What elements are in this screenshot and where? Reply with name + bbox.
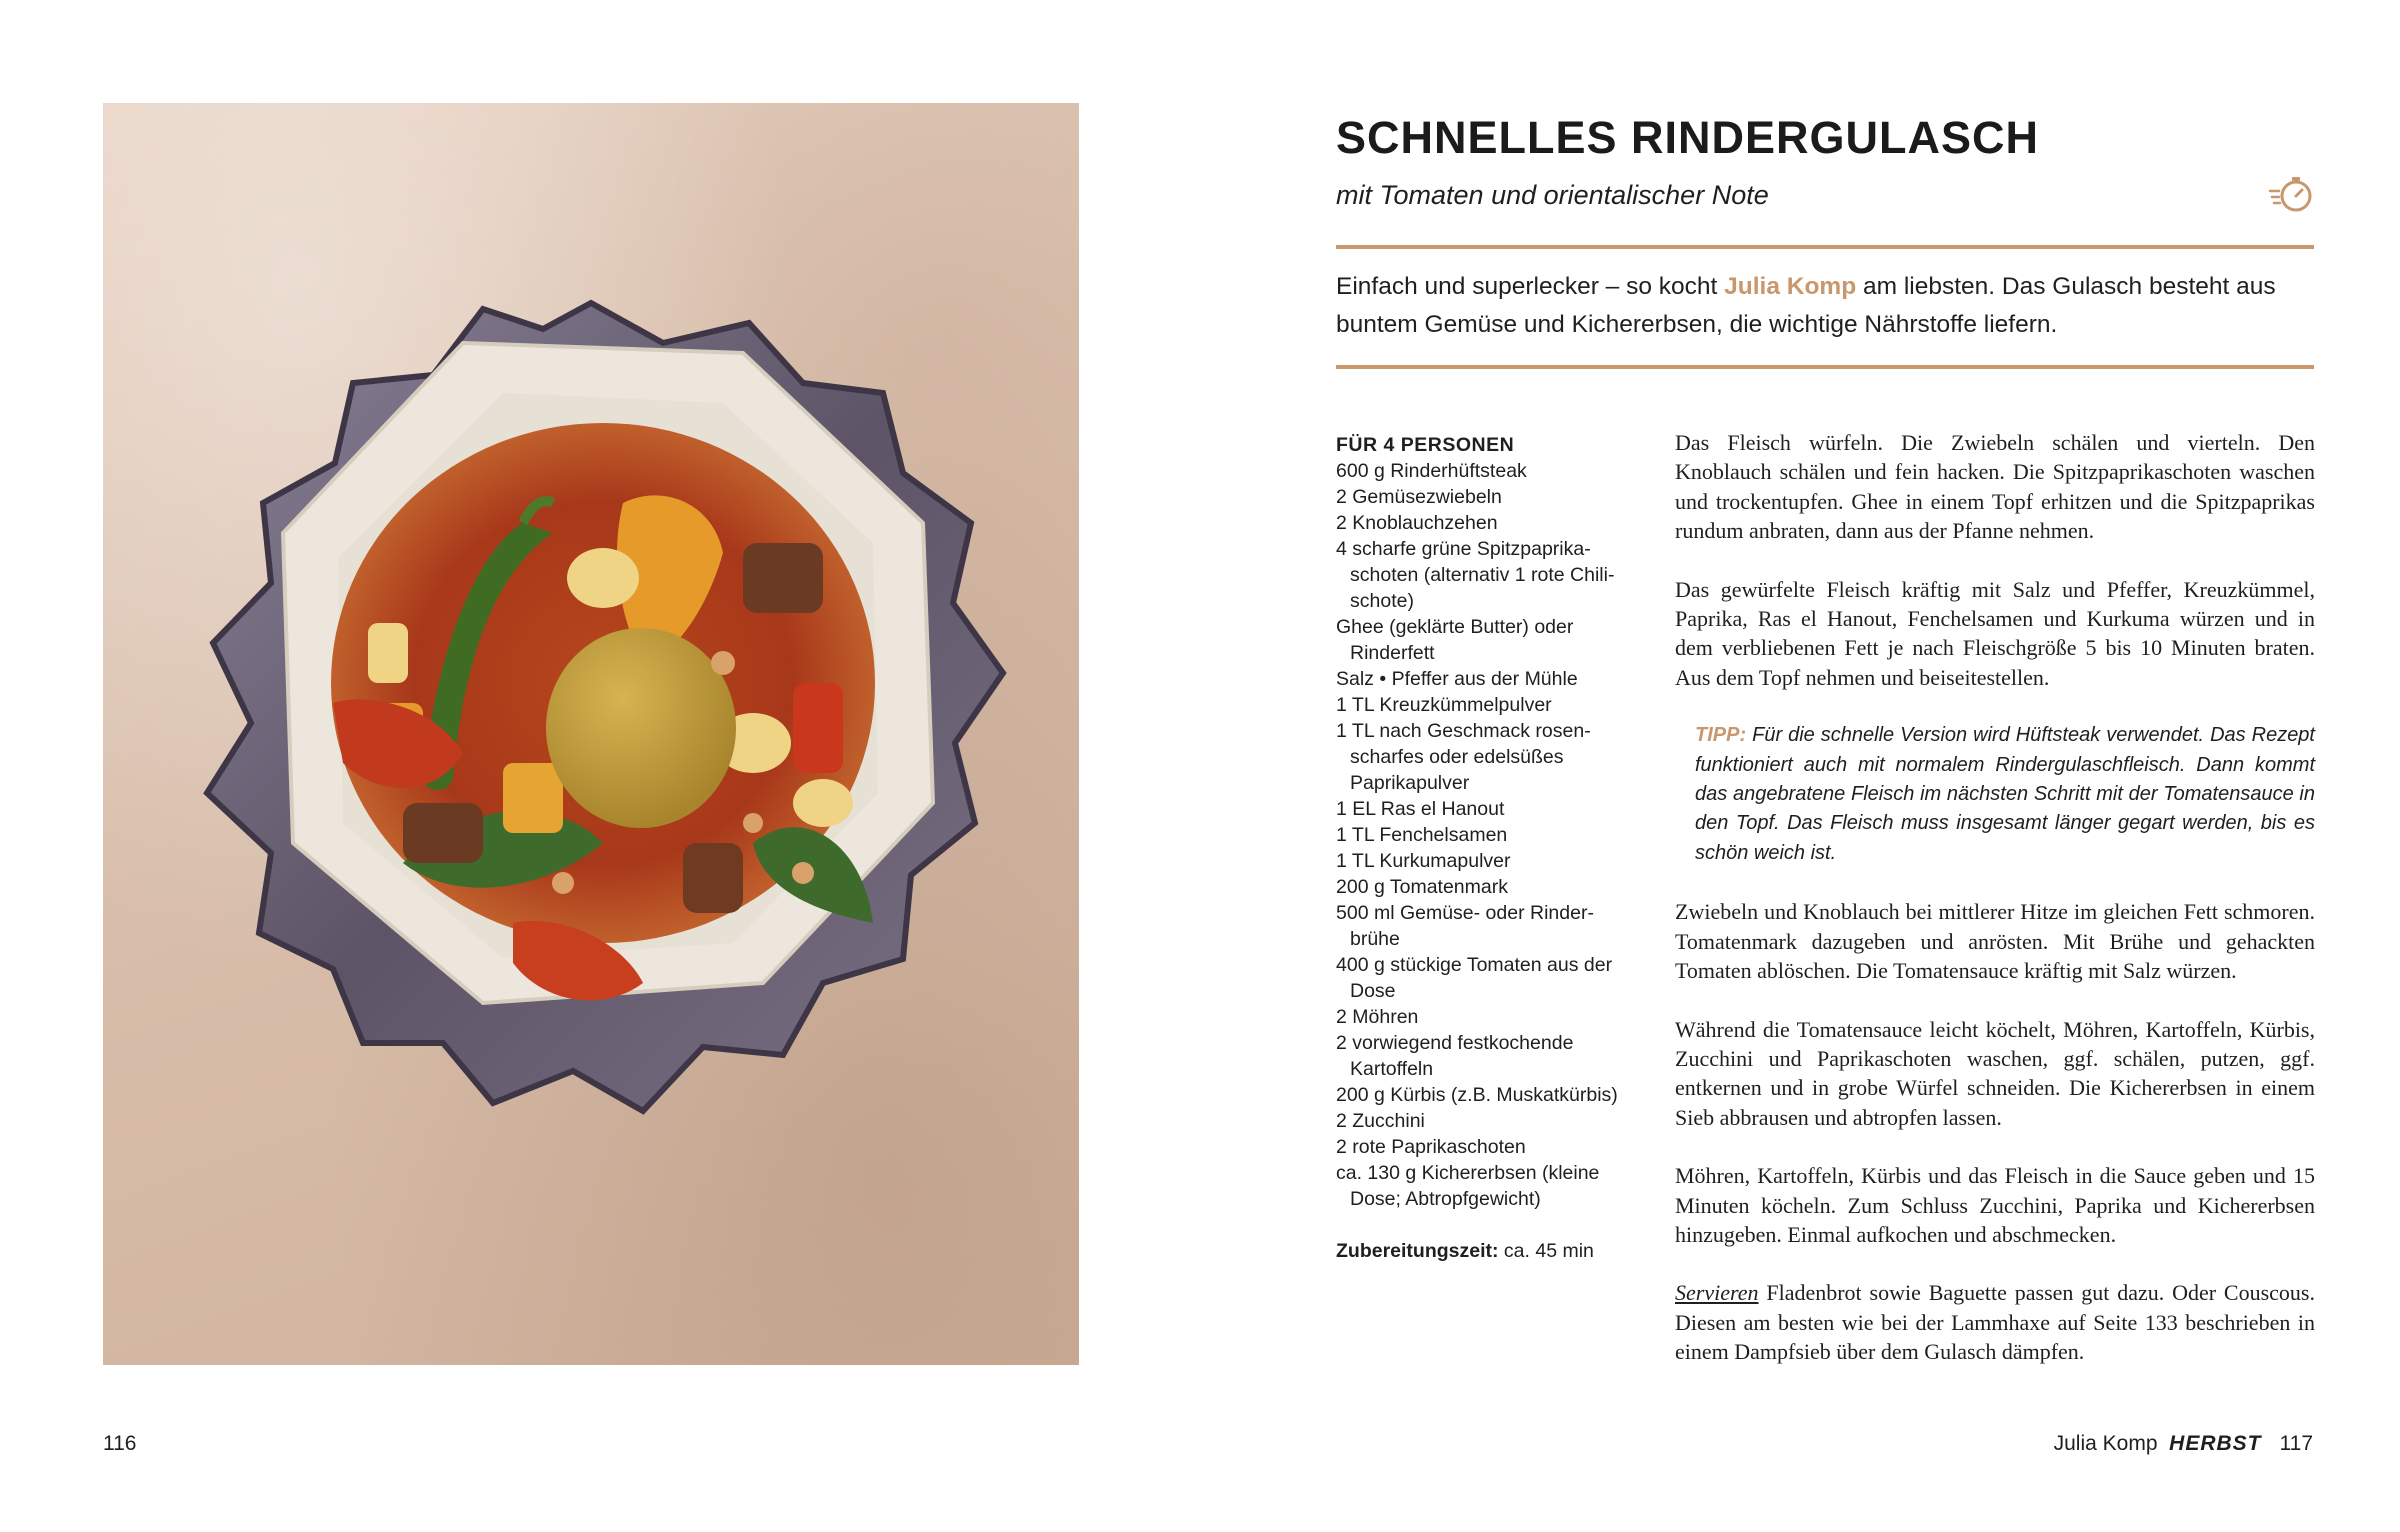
couscous-dome xyxy=(546,628,736,828)
ingredient-item: 2 Möhren xyxy=(1336,1006,1419,1028)
divider-top xyxy=(1336,245,2314,249)
recipe-subtitle: mit Tomaten und orientalischer Note xyxy=(1336,180,1769,210)
ingredient-item: 200 g Tomatenmark xyxy=(1336,876,1508,898)
footer-author xyxy=(2054,1432,2262,1456)
serving-text: Fladenbrot sowie Baguette passen gut dazu. Oder Couscous. Diesen am besten wie bei der Lammhaxe auf Seite 133 beschrieben in einem Dampfsieb über dem Gulasch dämpfen. xyxy=(1675,1280,2315,1365)
ingredient-item: 1 TL Kreuzkümmelpulver xyxy=(1336,694,1552,716)
recipe-intro xyxy=(1336,268,2326,344)
footer-author-name: Julia Komp xyxy=(2053,1432,2158,1455)
ingredient-item: 2 rote Paprikaschoten xyxy=(1336,1136,1526,1158)
prep-time xyxy=(1336,1238,1636,1264)
serving-note xyxy=(1675,1278,2315,1366)
ingredient-item: 1 EL Ras el Hanout xyxy=(1336,798,1505,820)
footer-section: HERBST xyxy=(2169,1432,2262,1455)
recipe-photo xyxy=(103,103,1079,1365)
intro-text-start: Einfach und superlecker – so kocht xyxy=(1336,273,1725,300)
method-step: Während die Tomatensauce leicht köchelt, Möhren, Kartoffeln, Kürbis, Zucchini und Paprikaschoten waschen, ggf. schälen, putzen, ggf. entkernen und in grobe Würfel schneiden. Die Kichererbsen in einem Sieb abbrausen und abtropfen lassen. xyxy=(1675,1016,2315,1130)
footer-right xyxy=(2054,1432,2313,1456)
ingredient-item: ca. 130 g Kichererbsen (kleine Dose; Abtropfgewicht) xyxy=(1336,1162,1600,1210)
ingredient-item: 200 g Kürbis (z.B. Muskatkürbis) xyxy=(1336,1084,1618,1106)
prep-time-value: ca. 45 min xyxy=(1498,1240,1594,1262)
intro-text-end: am liebsten. Das Gulasch besteht aus buntem Gemüse und Kichererbsen, die wichtige Nährstoffe liefern. xyxy=(1336,273,2276,338)
method-step: Das Fleisch würfeln. Die Zwiebeln schälen und vierteln. Den Knoblauch schälen und fein hacken. Die Spitzpaprikaschoten waschen und trockentupfen. Ghee in einem Topf erhitzen und die Spitzpaprikas rundum anbraten, dann aus der Pfanne nehmen. xyxy=(1675,430,2315,544)
ingredients-column xyxy=(1336,432,1636,1264)
goulash-bowl-illustration xyxy=(103,103,1079,1365)
ingredient-item: 4 scharfe grüne Spitzpaprika-schoten (alternativ 1 rote Chili-schote) xyxy=(1336,538,1615,612)
ingredient-item: Ghee (geklärte Butter) oder Rinderfett xyxy=(1336,616,1574,664)
ingredient-item: 1 TL Fenchelsamen xyxy=(1336,824,1508,846)
page-number-right: 117 xyxy=(2279,1432,2313,1455)
recipe-title: SCHNELLES RINDERGULASCH xyxy=(1336,112,2040,163)
prep-time-label: Zubereitungszeit: xyxy=(1336,1240,1499,1262)
page-number-left: 116 xyxy=(103,1432,137,1455)
ingredient-item: 400 g stückige Tomaten aus der Dose xyxy=(1336,954,1613,1002)
ingredient-item: 600 g Rinderhüftsteak xyxy=(1336,460,1527,482)
tip-text: Für die schnelle Version wird Hüftsteak verwendet. Das Rezept funktioniert auch mit normalem Rindergulaschfleisch. Dann kommt das angebratene Fleisch im nächsten Schritt mit der Tomatensauce in den Topf. Das Fleisch muss insgesamt länger gegart werden, bis es schön weich ist. xyxy=(1695,724,2315,864)
ingredient-item: 2 Zucchini xyxy=(1336,1110,1425,1132)
ingredient-item: 2 Knoblauchzehen xyxy=(1336,512,1498,534)
ingredient-item: 2 vorwiegend festkochende Kartoffeln xyxy=(1336,1032,1574,1080)
tip-box xyxy=(1675,721,2315,868)
ingredient-item: 2 Gemüsezwiebeln xyxy=(1336,486,1502,508)
method-step: Zwiebeln und Knoblauch bei mittlerer Hitze im gleichen Fett schmoren. Tomatenmark dazugeben und anrösten. Mit Brühe und gehackten Tomaten ablöschen. Die Tomatensauce kräftig mit Salz würzen. xyxy=(1675,899,2315,984)
divider-bottom xyxy=(1336,365,2314,369)
tip-label: TIPP: xyxy=(1695,724,1747,747)
ingredient-item: 500 ml Gemüse- oder Rinder-brühe xyxy=(1336,902,1594,950)
ingredient-item: 1 TL nach Geschmack rosen-scharfes oder edelsüßes Paprikapulver xyxy=(1336,720,1591,794)
method-column xyxy=(1675,428,2315,1396)
servings-heading: FÜR 4 PERSONEN xyxy=(1336,434,1515,456)
intro-author: Julia Komp xyxy=(1724,273,1857,300)
method-step: Das gewürfelte Fleisch kräftig mit Salz und Pfeffer, Kreuzkümmel, Paprika, Ras el Hanout, Fenchelsamen und Kurkuma würzen und in dem verbliebenen Fett je nach Fleischgröße 5 bis 10 Minuten braten. Aus dem Topf nehmen und beiseitestellen. xyxy=(1675,576,2315,690)
ingredient-item: Salz • Pfeffer aus der Mühle xyxy=(1336,668,1578,690)
stopwatch-speed-icon xyxy=(2268,174,2314,214)
serving-label: Servieren xyxy=(1675,1280,1759,1306)
ingredient-item: 1 TL Kurkumapulver xyxy=(1336,850,1511,872)
method-step: Möhren, Kartoffeln, Kürbis und das Fleisch in die Sauce geben und 15 Minuten köcheln. Zum Schluss Zucchini, Paprika und Kichererbsen hinzugeben. Einmal aufkochen und abschmecken. xyxy=(1675,1163,2315,1247)
ingredient-list xyxy=(1336,458,1636,1212)
